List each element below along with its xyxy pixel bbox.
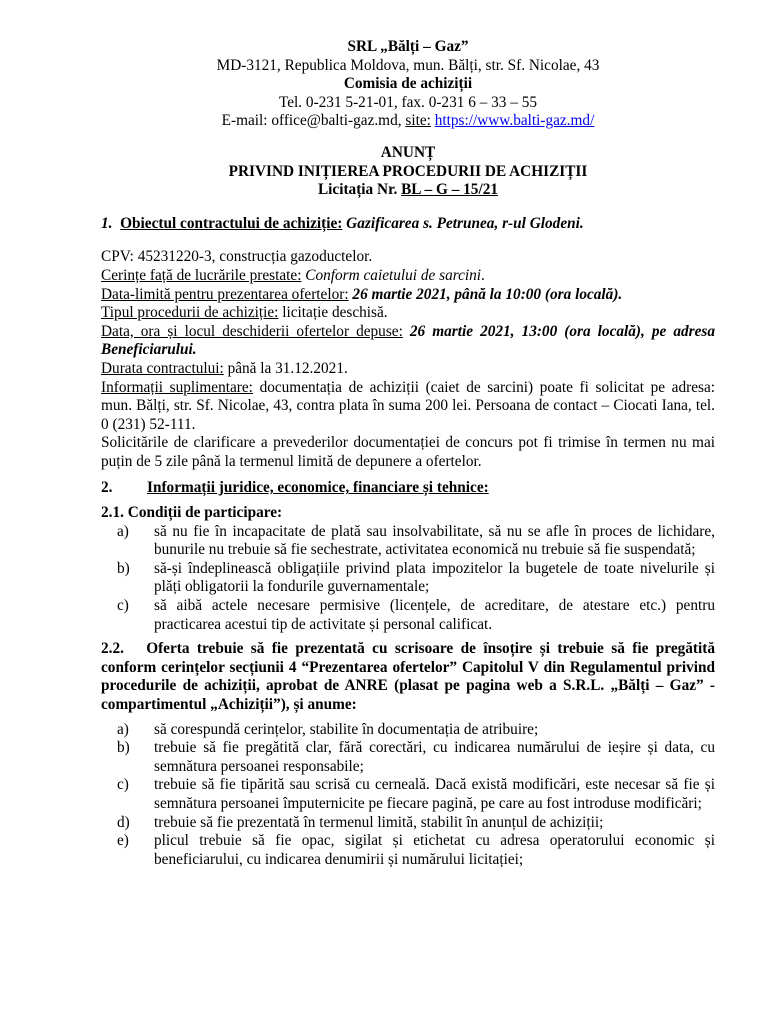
duration-value: până la 31.12.2021.: [223, 359, 348, 377]
section-2-label: Informații juridice, economice, financiare și tehnice:: [147, 479, 489, 497]
deadline-line: [101, 286, 715, 305]
requirements-value: Conform caietului de sarcini: [305, 266, 482, 284]
list-item-text: trebuie să fie tipărită sau scrisă cu cerneală. Dacă există modificări, este necesar să fie și semnătura persoanei împuternicite pe fiecare pagină, pe care au fost introduse modificări;: [154, 776, 715, 812]
tender-number-line: [101, 181, 715, 200]
deadline-label: Data-limită pentru prezentarea ofertelor:: [101, 285, 349, 303]
duration-line: [101, 360, 715, 379]
procedure-type-line: [101, 304, 715, 323]
list-item-marker: b): [117, 559, 130, 577]
list-item-marker: a): [117, 720, 129, 738]
list-item: [101, 597, 715, 634]
list-item-marker: b): [117, 739, 130, 757]
additional-info: [101, 379, 715, 435]
requirements-line: Cerințe față de lucrările prestate: Conform caietului de sarcini.: [101, 266, 485, 284]
site-label: site:: [405, 112, 431, 130]
procedure-type-value: licitație deschisă.: [278, 304, 388, 322]
list-item-marker: a): [117, 522, 129, 540]
company-name: SRL „Bălți – Gaz”: [347, 38, 469, 55]
list-item: [101, 814, 715, 833]
tender-number: BL – G – 15/21: [401, 181, 499, 199]
company-address: MD-3121, Republica Moldova, mun. Bălți, str. Sf. Nicolae, 43: [216, 56, 600, 74]
opening-line: [101, 323, 715, 360]
announcement-subtitle: PRIVIND INIȚIEREA PROCEDURII DE ACHIZIȚII: [228, 162, 588, 180]
section-1-heading: [101, 215, 715, 234]
offer-requirements-list: [101, 721, 715, 870]
section-1-label: Obiectul contractului de achiziție:: [120, 214, 343, 232]
opening-label: Data, ora și locul deschiderii ofertelor depuse:: [101, 322, 403, 340]
cpv-line: CPV: 45231220-3, construcția gazoductelor.: [101, 248, 373, 266]
list-item-text: să-și îndeplinească obligațiile privind plata impozitelor la bugetele de toate nivelurile și plăți obligatorii la fondurile guvernamentale;: [154, 559, 715, 596]
additional-info-label: Informații suplimentare:: [101, 378, 253, 396]
list-item-text: plicul trebuie să fie opac, sigilat și etichetat cu adresa operatorului economic și beneficiarului, cu indicarea denumirii și numărului licitației;: [154, 832, 715, 868]
section-2-heading: [101, 479, 715, 498]
list-item: [101, 739, 715, 776]
phone-fax: Tel. 0-231 5-21-01, fax. 0-231 6 – 33 – 55: [278, 93, 538, 111]
additional-info-value: documentația de achiziții (caiet de sarcini) poate fi solicitat pe adresa: mun. Bălți, str. Sf. Nicolae, 43, contra plata în suma 200 lei. Persoana de contact – Ciocati Iana, tel. 0 (231) 52-111.: [101, 378, 715, 433]
list-item-marker: d): [117, 813, 130, 831]
list-item-marker: c): [117, 597, 129, 615]
section-1-number: 1.: [101, 214, 113, 232]
subsection-2-1-title: 2.1. Condiții de participare:: [101, 504, 283, 522]
opening-value: 26 martie 2021, 13:00 (ora locală), pe adresa Beneficiarului.: [101, 322, 716, 359]
requirements-label: Cerințe față de lucrările prestate:: [101, 266, 302, 284]
list-item: [101, 776, 715, 813]
email-text: E-mail: office@balti-gaz.md,: [221, 112, 406, 130]
clarifications-paragraph: Solicitările de clarificare a prevederilor documentației de concurs pot fi trimise în termen nu mai puțin de 5 zile până la termenul limită de depunere a ofertelor.: [101, 434, 715, 470]
section-2-number: 2.: [101, 479, 113, 497]
list-item-marker: c): [117, 776, 129, 794]
deadline-value: 26 martie 2021, până la 10:00 (ora locală).: [352, 285, 623, 303]
list-item-text: să aibă actele necesare permisive (licențele, de acreditare, de atestare etc.) pentru practicarea acestui tip de activitate și personal calificat.: [154, 597, 715, 633]
list-item: [101, 721, 715, 740]
website-link[interactable]: https://www.balti-gaz.md/: [434, 112, 595, 130]
participation-conditions-list: [101, 523, 715, 635]
duration-label: Durata contractului:: [101, 359, 224, 377]
list-item-text: trebuie să fie prezentată în termenul limită, stabilit în anunțul de achiziții;: [154, 813, 604, 831]
list-item: [101, 832, 715, 869]
list-item-marker: e): [117, 832, 129, 850]
tender-label: Licitația Nr.: [317, 181, 402, 199]
procedure-type-label: Tipul procedurii de achiziție:: [101, 304, 279, 322]
section-1-value: Gazificarea s. Petrunea, r-ul Glodeni.: [346, 214, 584, 232]
list-item: [101, 523, 715, 560]
list-item-text: să nu fie în incapacitate de plată sau insolvabilitate, să nu se afle în proces de lichidare, bunurile nu trebuie să fie sechestrate, activitatea economică nu trebuie să fie suspendată;: [154, 522, 715, 559]
list-item-text: trebuie să fie pregătită clar, fără corectări, cu indicarea numărului de ieșire și data, cu semnătura persoanei responsabile;: [154, 739, 715, 775]
list-item: [101, 560, 715, 597]
commission-name: Comisia de achiziții: [343, 75, 473, 93]
subsection-2-2-title: 2.2. Oferta trebuie să fie prezentată cu scrisoare de însoțire și trebuie să fie pregătită conform cerințelor secțiunii 4 “Prezentarea ofertelor” Capitolul V din Regulamentul privind procedurile de achiziții, aprobat de ANRE (plasat pe pagina web a S.R.L. „Bălți – Gaz” - compartimentul „Achiziții”), și anume:: [101, 640, 719, 713]
document-page: [101, 38, 719, 869]
announcement-title: ANUNȚ: [380, 143, 436, 161]
list-item-text: să corespundă cerințelor, stabilite în documentația de atribuire;: [154, 720, 539, 738]
contact-line: [101, 112, 715, 131]
